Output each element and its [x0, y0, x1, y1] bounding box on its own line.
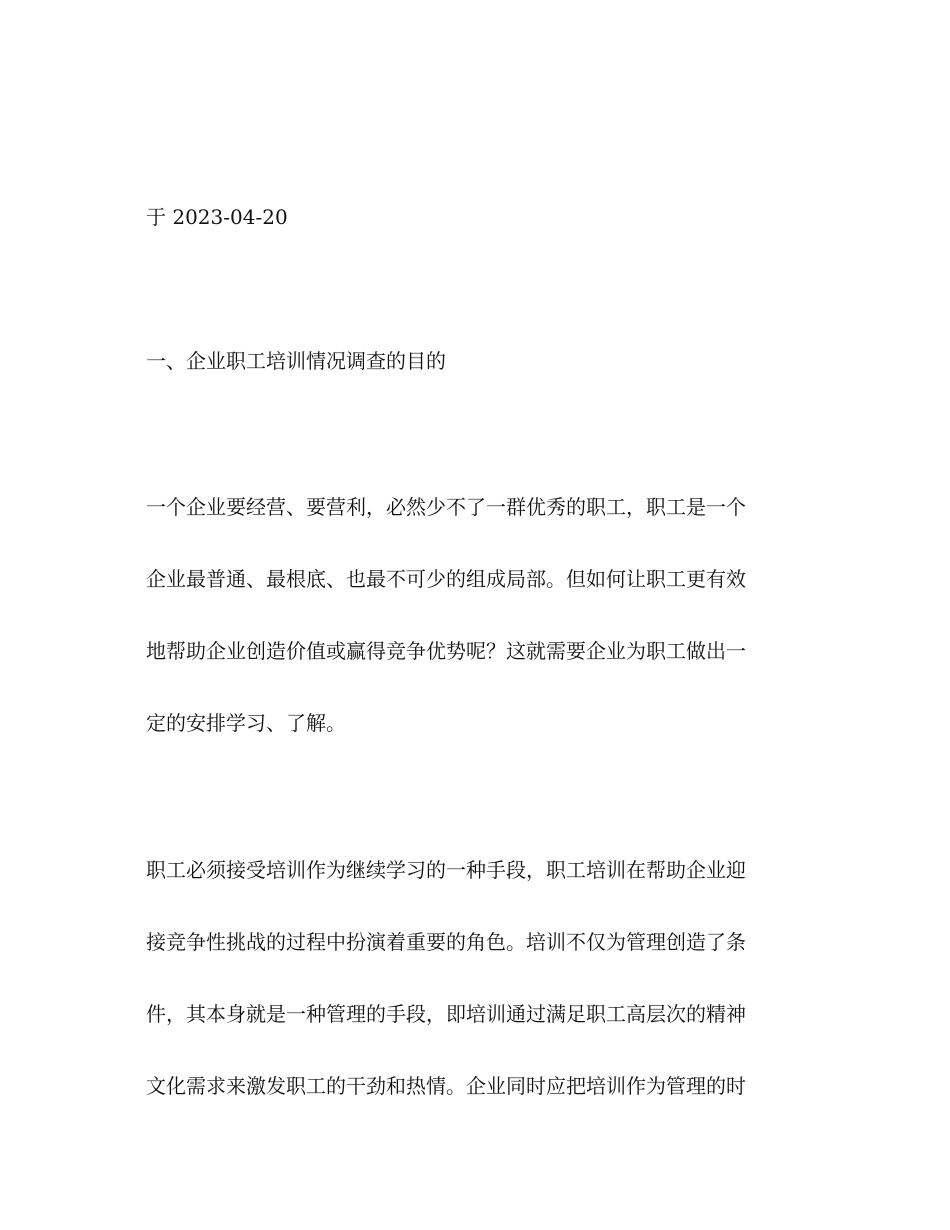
- paragraph-training: [146, 857, 806, 1145]
- date-line: 于 2023-04-20: [146, 205, 288, 229]
- paragraph-line: 职工必须接受培训作为继续学习的一种手段，职工培训在帮助企业迎: [146, 858, 746, 882]
- paragraph-line: 企业最普通、最根底、也最不可少的组成局部。但如何让职工更有效: [146, 567, 746, 591]
- paragraph-line: 接竞争性挑战的过程中扮演着重要的角色。培训不仅为管理创造了条: [146, 930, 746, 954]
- paragraph-purpose: [146, 494, 806, 782]
- paragraph-line: 地帮助企业创造价值或赢得竞争优势呢？这就需要企业为职工做出一: [146, 639, 746, 663]
- section-heading: 一、企业职工培训情况调查的目的: [146, 349, 446, 373]
- paragraph-line: 一个企业要经营、要营利，必然少不了一群优秀的职工，职工是一个: [146, 495, 746, 519]
- paragraph-line: 定的安排学习、了解。: [146, 711, 346, 735]
- paragraph-line: 文化需求来激发职工的干劲和热情。企业同时应把培训作为管理的时: [146, 1074, 746, 1098]
- paragraph-line: 件，其本身就是一种管理的手段，即培训通过满足职工高层次的精神: [146, 1002, 746, 1026]
